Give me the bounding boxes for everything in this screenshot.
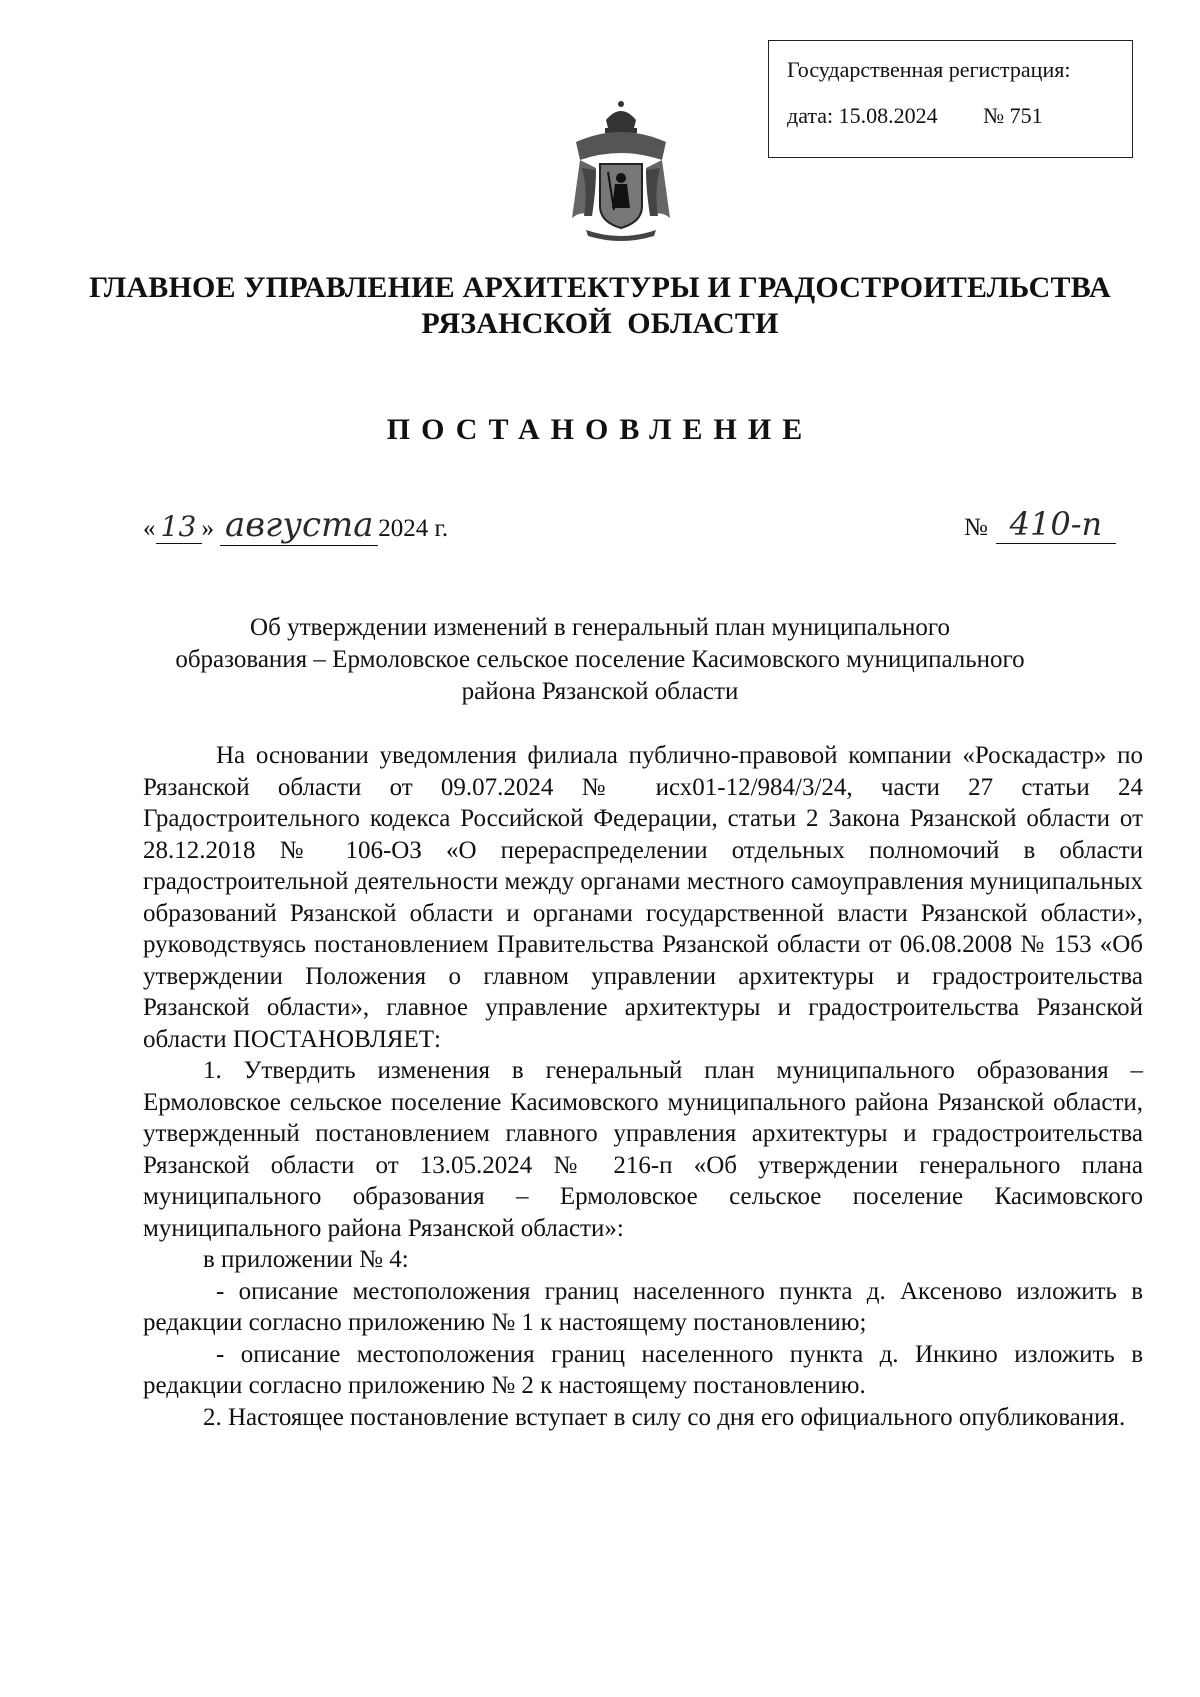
handwritten-day: 13 <box>156 510 202 544</box>
date-year: 2024 г. <box>378 515 449 542</box>
registration-heading: Государственная регистрация: <box>787 57 1071 82</box>
preamble-paragraph: На основании уведомления филиала публично-правовой компании «Роскадастр» по Рязанской области от 09.07.2024 № исх01-12/984/3/24, части 27 статьи 24 Градостроительного кодекса Российской Федерации, статьи 2 Закона Рязанской области от 28.12.2018 № 106-ОЗ «О перераспределении отдельных полномочий в области градостроительной деятельности между органами местного самоуправления муниципальных образований Рязанской области и органами государственной власти Рязанской области», руководствуясь постановлением Правительства Рязанской области от 06.08.2008 № 153 «Об утверждении Положения о главном управлении архитектуры и градостроительства Рязанской области», главное управление архитектуры и градостроительства Рязанской области ПОСТАНОВЛЯЕТ: <box>143 742 1143 1053</box>
document-title <box>140 612 1060 708</box>
registration-number: № 751 <box>983 103 1043 128</box>
item-2-paragraph: 2. Настоящее постановление вступает в силу со дня его официального опубликования. <box>203 1403 1126 1431</box>
registration-date: дата: 15.08.2024 <box>787 103 938 128</box>
organization-line-1: ГЛАВНОЕ УПРАВЛЕНИЕ АРХИТЕКТУРЫ И ГРАДОСТРОИТЕЛЬСТВА <box>89 271 1111 304</box>
title-line-3: района Рязанской области <box>461 678 739 705</box>
registration-details <box>787 105 1132 151</box>
bullet-aksenovo: - описание местоположения границ населенного пункта д. Аксеново изложить в редакции согласно приложению № 1 к настоящему постановлению; <box>143 1277 1143 1336</box>
bullet-inkino: - описание местоположения границ населенного пункта д. Инкино изложить в редакции согласно приложению № 2 к настоящему постановлению. <box>143 1340 1143 1399</box>
title-line-2: образования – Ермоловское сельское поселение Касимовского муниципального <box>175 646 1025 673</box>
handwritten-number: 410-п <box>996 505 1116 544</box>
number-sign: № <box>964 514 988 541</box>
document-type: ПОСТАНОВЛЕНИЕ <box>386 413 814 446</box>
organization-name <box>0 270 1200 342</box>
state-registration-box <box>768 40 1133 158</box>
item-1-paragraph: 1. Утвердить изменения в генеральный план муниципального образования – Ермоловское сельское поселение Касимовского муниципального района Рязанской области, утвержденный постановлением главного управления архитектуры и градостроительства Рязанской области от 13.05.2024 № 216-п «Об утверждении генерального плана муниципального образования – Ермоловское сельское поселение Касимовского муниципального района Рязанской области»: <box>143 1057 1143 1242</box>
date-close-quote: » <box>201 515 214 542</box>
organization-line-2: РЯЗАНСКОЙ ОБЛАСТИ <box>421 307 779 340</box>
date-open-quote: « <box>143 515 156 542</box>
document-date <box>143 505 448 546</box>
annex-intro: в приложении № 4: <box>203 1246 409 1273</box>
document-number <box>964 505 1116 544</box>
document-body <box>143 740 1143 1433</box>
title-line-1: Об утверждении изменений в генеральный план муниципального <box>250 614 950 641</box>
coat-of-arms-icon <box>562 98 680 246</box>
handwritten-month: августа <box>220 505 378 546</box>
